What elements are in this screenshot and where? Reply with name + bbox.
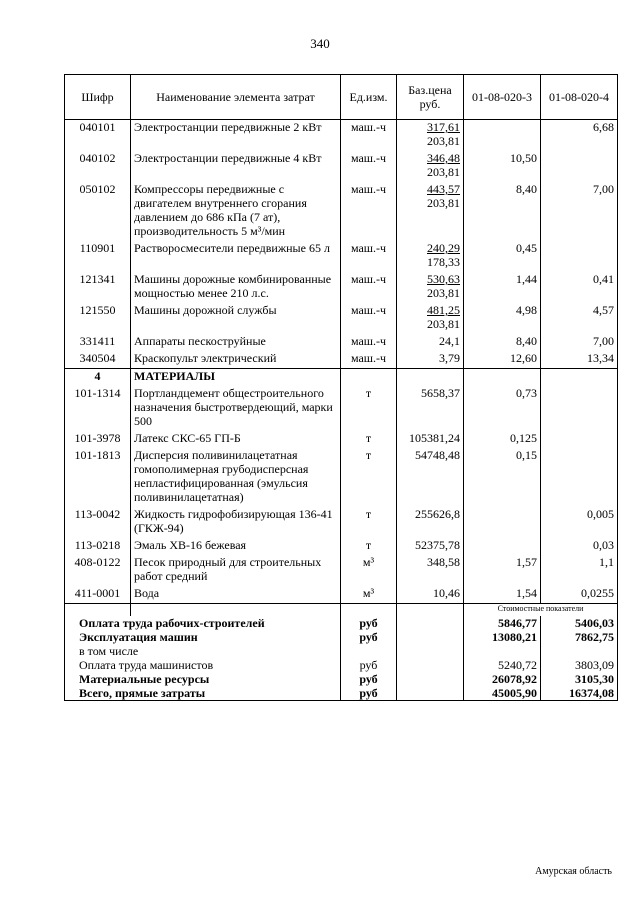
summary-name: в том числе bbox=[65, 644, 341, 658]
row-price-labor: 203,81 bbox=[427, 196, 460, 210]
row-value-col1: 8,40 bbox=[464, 182, 541, 241]
material-unit: т bbox=[341, 538, 397, 555]
page-number: 340 bbox=[310, 36, 330, 51]
material-name: Песок природный для строительных работ средний bbox=[131, 555, 341, 586]
table-row bbox=[65, 241, 618, 272]
material-unit: т bbox=[341, 431, 397, 448]
material-value-col1 bbox=[464, 507, 541, 538]
row-unit: маш.-ч bbox=[341, 351, 397, 369]
row-price-labor: 178,33 bbox=[427, 255, 460, 269]
row-code: 121341 bbox=[65, 272, 131, 303]
material-code: 113-0042 bbox=[65, 507, 131, 538]
material-value-col1: 0,15 bbox=[464, 448, 541, 507]
row-code: 121550 bbox=[65, 303, 131, 334]
summary-value-col1: 13080,21 bbox=[464, 630, 541, 644]
summary-value-col2: 7862,75 bbox=[541, 630, 618, 644]
table-row bbox=[65, 555, 618, 586]
cost-caption-row bbox=[65, 604, 618, 617]
row-price bbox=[397, 182, 464, 241]
row-unit: маш.-ч bbox=[341, 182, 397, 241]
material-price: 10,46 bbox=[397, 586, 464, 604]
header-col1: 01-08-020-3 bbox=[464, 75, 541, 120]
row-price-value: 481,25 bbox=[427, 303, 460, 317]
material-value-col2: 1,1 bbox=[541, 555, 618, 586]
empty-cell bbox=[464, 369, 541, 387]
summary-value-col1: 45005,90 bbox=[464, 686, 541, 701]
row-value-col2 bbox=[541, 151, 618, 182]
material-price: 54748,48 bbox=[397, 448, 464, 507]
table-row bbox=[65, 334, 618, 351]
empty-cell bbox=[397, 658, 464, 672]
row-price-value: 317,61 bbox=[427, 120, 460, 134]
header-price: Баз.цена руб. bbox=[397, 75, 464, 120]
row-price-value: 443,57 bbox=[427, 182, 460, 196]
summary-value-col1: 5846,77 bbox=[464, 616, 541, 630]
row-value-col1: 8,40 bbox=[464, 334, 541, 351]
material-unit: т bbox=[341, 448, 397, 507]
row-value-col2: 6,68 bbox=[541, 120, 618, 152]
row-code: 050102 bbox=[65, 182, 131, 241]
summary-value-col2: 3803,09 bbox=[541, 658, 618, 672]
row-price-labor: 203,81 bbox=[427, 317, 460, 331]
material-unit: м³ bbox=[341, 555, 397, 586]
row-unit: маш.-ч bbox=[341, 334, 397, 351]
material-value-col2 bbox=[541, 448, 618, 507]
material-name: Дисперсия поливинилацетатная гомополимерная грубодисперсная непластифицированная (эмульсия поливинилацетатная) bbox=[131, 448, 341, 507]
row-name: Компрессоры передвижные с двигателем внутреннего сгорания давлением до 686 кПа (7 ат), производительность 5 м³/мин bbox=[131, 182, 341, 241]
row-price bbox=[397, 303, 464, 334]
header-row bbox=[65, 75, 618, 120]
empty-cell bbox=[397, 604, 464, 617]
row-price-value: 346,48 bbox=[427, 151, 460, 165]
row-price-labor: 203,81 bbox=[427, 134, 460, 148]
table-row bbox=[65, 120, 618, 152]
table-body bbox=[65, 120, 618, 701]
empty-cell bbox=[341, 369, 397, 387]
summary-row bbox=[65, 686, 618, 701]
row-name: Электростанции передвижные 4 кВт bbox=[131, 151, 341, 182]
row-value-col2: 7,00 bbox=[541, 334, 618, 351]
row-unit: маш.-ч bbox=[341, 241, 397, 272]
summary-unit: руб bbox=[341, 616, 397, 630]
material-unit: т bbox=[341, 386, 397, 431]
cost-table bbox=[64, 74, 618, 701]
table-row bbox=[65, 538, 618, 555]
row-price bbox=[397, 151, 464, 182]
summary-name: Оплата труда машинистов bbox=[65, 658, 341, 672]
material-price: 255626,8 bbox=[397, 507, 464, 538]
row-price bbox=[397, 120, 464, 152]
table-row bbox=[65, 507, 618, 538]
row-name: Машины дорожные комбинированные мощностью менее 210 л.с. bbox=[131, 272, 341, 303]
summary-unit: руб bbox=[341, 686, 397, 701]
empty-cell bbox=[397, 644, 464, 658]
row-value-col1: 1,44 bbox=[464, 272, 541, 303]
empty-cell bbox=[397, 630, 464, 644]
summary-value-col1: 26078,92 bbox=[464, 672, 541, 686]
summary-row bbox=[65, 630, 618, 644]
row-value-col2 bbox=[541, 241, 618, 272]
row-value-col1: 0,45 bbox=[464, 241, 541, 272]
material-price: 348,58 bbox=[397, 555, 464, 586]
summary-unit: руб bbox=[341, 658, 397, 672]
material-name: Портландцемент общестроительного назначения быстротвердеющий, марки 500 bbox=[131, 386, 341, 431]
row-price bbox=[397, 272, 464, 303]
material-price: 5658,37 bbox=[397, 386, 464, 431]
header-code: Шифр bbox=[65, 75, 131, 120]
row-code: 331411 bbox=[65, 334, 131, 351]
table-row bbox=[65, 448, 618, 507]
material-code: 411-0001 bbox=[65, 586, 131, 604]
section-code: 4 bbox=[65, 369, 131, 387]
row-value-col1 bbox=[464, 120, 541, 152]
row-price-value: 240,29 bbox=[427, 241, 460, 255]
empty-cell bbox=[397, 369, 464, 387]
empty-cell bbox=[397, 672, 464, 686]
empty-cell bbox=[341, 604, 397, 617]
row-value-col1: 4,98 bbox=[464, 303, 541, 334]
empty-cell bbox=[131, 604, 341, 617]
region-footer: Амурская область bbox=[535, 866, 612, 877]
material-value-col1: 0,73 bbox=[464, 386, 541, 431]
row-code: 040101 bbox=[65, 120, 131, 152]
summary-row bbox=[65, 672, 618, 686]
row-name: Электростанции передвижные 2 кВт bbox=[131, 120, 341, 152]
section-row bbox=[65, 369, 618, 387]
material-value-col1: 0,125 bbox=[464, 431, 541, 448]
material-unit: т bbox=[341, 507, 397, 538]
summary-name: Материальные ресурсы bbox=[65, 672, 341, 686]
summary-value-col2: 3105,30 bbox=[541, 672, 618, 686]
table-row bbox=[65, 586, 618, 604]
empty-cell bbox=[397, 686, 464, 701]
material-code: 101-1314 bbox=[65, 386, 131, 431]
summary-row bbox=[65, 616, 618, 630]
material-name: Эмаль ХВ-16 бежевая bbox=[131, 538, 341, 555]
row-value-col1: 12,60 bbox=[464, 351, 541, 369]
row-name: Аппараты пескоструйные bbox=[131, 334, 341, 351]
material-name: Вода bbox=[131, 586, 341, 604]
row-value-col1: 10,50 bbox=[464, 151, 541, 182]
material-value-col2 bbox=[541, 386, 618, 431]
row-price-labor: 203,81 bbox=[427, 165, 460, 179]
table-row bbox=[65, 272, 618, 303]
row-code: 340504 bbox=[65, 351, 131, 369]
section-title: МАТЕРИАЛЫ bbox=[131, 369, 341, 387]
empty-cell bbox=[65, 604, 131, 617]
row-unit: маш.-ч bbox=[341, 151, 397, 182]
material-price: 105381,24 bbox=[397, 431, 464, 448]
row-price-labor: 203,81 bbox=[427, 286, 460, 300]
summary-row bbox=[65, 644, 618, 658]
row-name: Машины дорожной службы bbox=[131, 303, 341, 334]
material-value-col2: 0,03 bbox=[541, 538, 618, 555]
material-value-col2: 0,0255 bbox=[541, 586, 618, 604]
summary-value-col2: 16374,08 bbox=[541, 686, 618, 701]
material-name: Жидкость гидрофобизирующая 136-41 (ГКЖ-94) bbox=[131, 507, 341, 538]
table-row bbox=[65, 303, 618, 334]
row-price-value: 530,63 bbox=[427, 272, 460, 286]
row-unit: маш.-ч bbox=[341, 120, 397, 152]
row-price bbox=[397, 241, 464, 272]
summary-value-col1 bbox=[464, 644, 541, 658]
summary-row bbox=[65, 658, 618, 672]
material-value-col2: 0,005 bbox=[541, 507, 618, 538]
material-value-col1 bbox=[464, 538, 541, 555]
material-price: 52375,78 bbox=[397, 538, 464, 555]
table-row bbox=[65, 151, 618, 182]
material-unit: м³ bbox=[341, 586, 397, 604]
material-code: 113-0218 bbox=[65, 538, 131, 555]
row-value-col2: 13,34 bbox=[541, 351, 618, 369]
empty-cell bbox=[541, 369, 618, 387]
row-code: 040102 bbox=[65, 151, 131, 182]
table-row bbox=[65, 351, 618, 369]
table-row bbox=[65, 386, 618, 431]
material-code: 408-0122 bbox=[65, 555, 131, 586]
row-value-col2: 4,57 bbox=[541, 303, 618, 334]
summary-value-col2: 5406,03 bbox=[541, 616, 618, 630]
row-unit: маш.-ч bbox=[341, 272, 397, 303]
material-value-col1: 1,57 bbox=[464, 555, 541, 586]
table-row bbox=[65, 182, 618, 241]
summary-name: Всего, прямые затраты bbox=[65, 686, 341, 701]
table-row bbox=[65, 431, 618, 448]
row-value-col2: 7,00 bbox=[541, 182, 618, 241]
summary-unit bbox=[341, 644, 397, 658]
row-name: Растворосмесители передвижные 65 л bbox=[131, 241, 341, 272]
material-code: 101-3978 bbox=[65, 431, 131, 448]
empty-cell bbox=[397, 616, 464, 630]
material-code: 101-1813 bbox=[65, 448, 131, 507]
material-name: Латекс СКС-65 ГП-Б bbox=[131, 431, 341, 448]
summary-name: Оплата труда рабочих-строителей bbox=[65, 616, 341, 630]
row-name: Краскопульт электрический bbox=[131, 351, 341, 369]
header-unit: Ед.изм. bbox=[341, 75, 397, 120]
material-value-col1: 1,54 bbox=[464, 586, 541, 604]
row-price: 24,1 bbox=[397, 334, 464, 351]
summary-unit: руб bbox=[341, 630, 397, 644]
cost-caption: Стоимостные показатели bbox=[464, 604, 618, 617]
row-value-col2: 0,41 bbox=[541, 272, 618, 303]
row-price: 3,79 bbox=[397, 351, 464, 369]
material-value-col2 bbox=[541, 431, 618, 448]
summary-value-col2 bbox=[541, 644, 618, 658]
row-code: 110901 bbox=[65, 241, 131, 272]
header-col2: 01-08-020-4 bbox=[541, 75, 618, 120]
row-unit: маш.-ч bbox=[341, 303, 397, 334]
summary-name: Эксплуатация машин bbox=[65, 630, 341, 644]
summary-value-col1: 5240,72 bbox=[464, 658, 541, 672]
summary-unit: руб bbox=[341, 672, 397, 686]
header-name: Наименование элемента затрат bbox=[131, 75, 341, 120]
